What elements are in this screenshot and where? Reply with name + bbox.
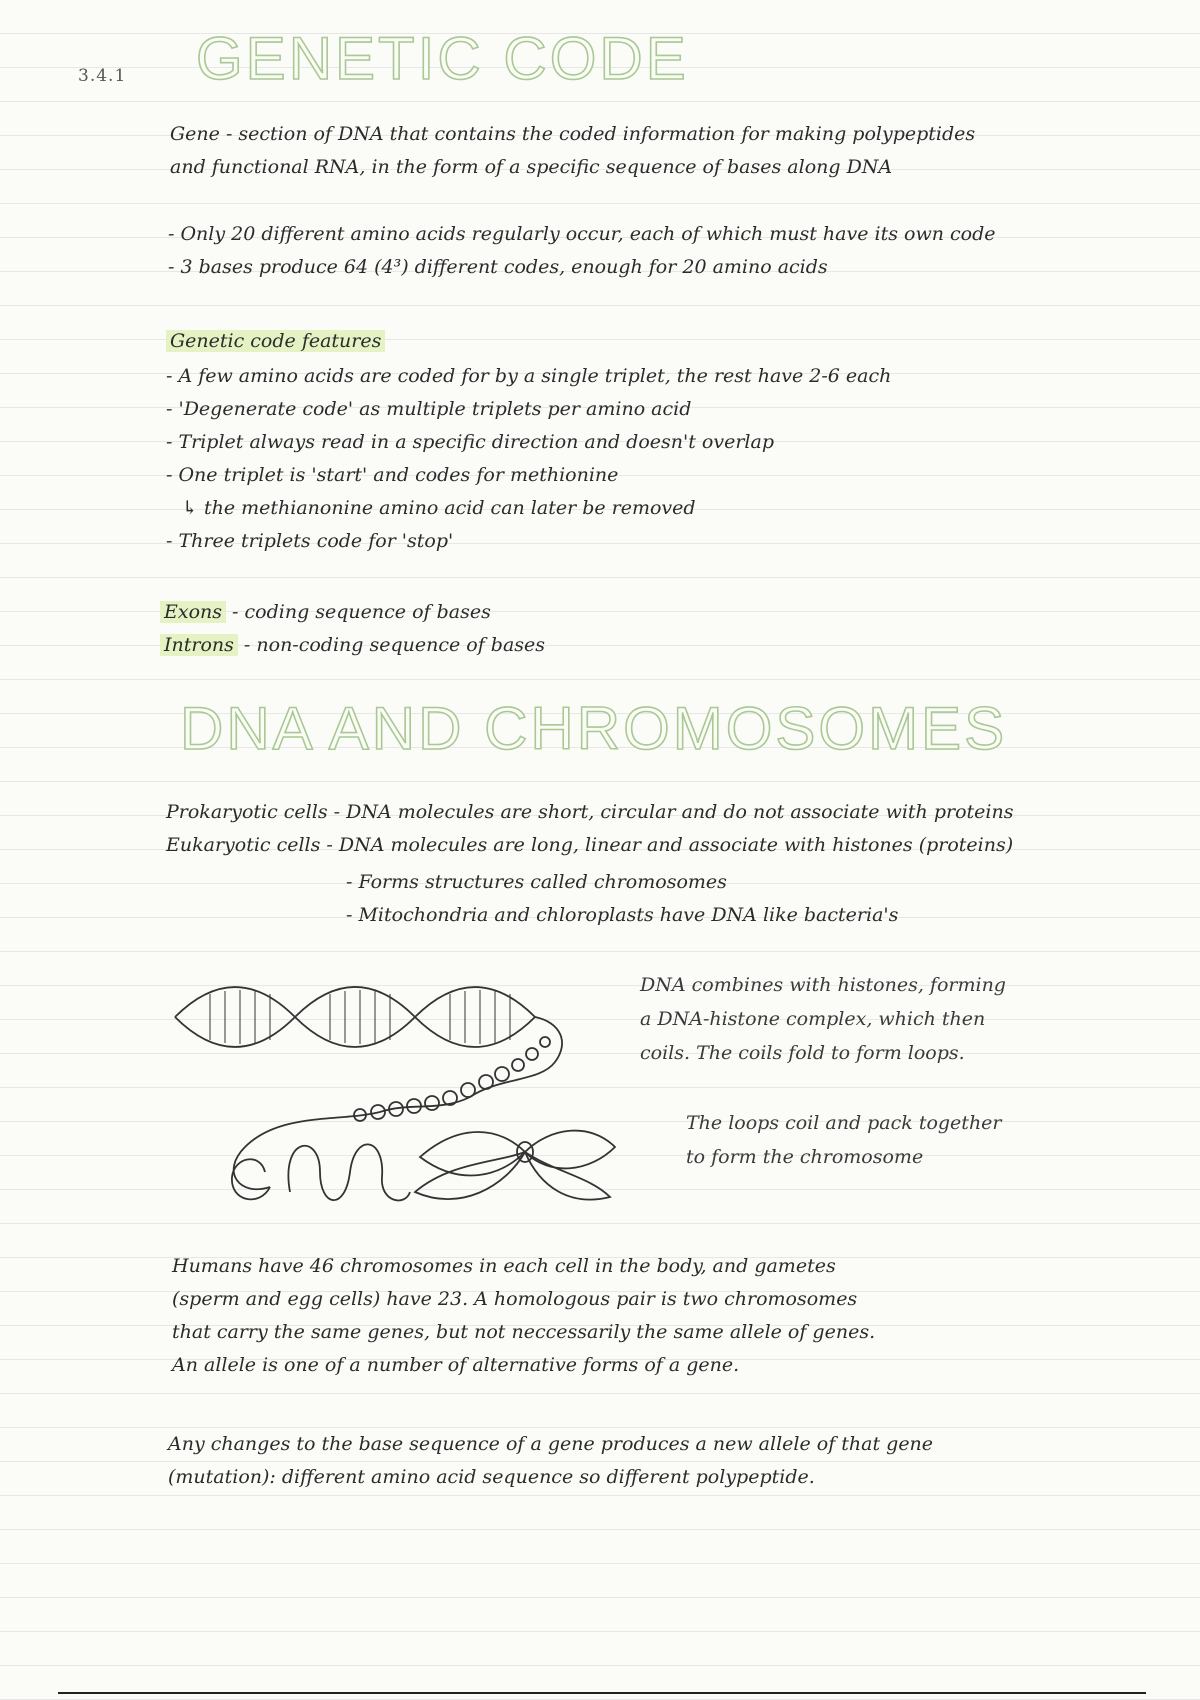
caption-line: DNA combines with histones, forming — [640, 974, 1006, 996]
list-item: - Forms structures called chromosomes — [346, 866, 898, 899]
gene-definition-line: and functional RNA, in the form of a specific sequence of bases along DNA — [170, 156, 893, 178]
exons-term: Exons — [160, 601, 226, 623]
list-item: - A few amino acids are coded for by a single triplet, the rest have 2-6 each — [166, 360, 891, 393]
list-item: - Triplet always read in a specific direction and doesn't overlap — [166, 426, 891, 459]
list-item: - 'Degenerate code' as multiple triplets per amino acid — [166, 393, 891, 426]
page-bottom-rule — [58, 1692, 1146, 1694]
dna-strand-a — [175, 987, 535, 1047]
chromosome-diagram — [170, 962, 650, 1222]
genetic-code-heading: GENETIC CODE — [196, 25, 689, 92]
paragraph-line: Any changes to the base sequence of a gene produces a new allele of that gene — [168, 1433, 934, 1455]
caption-line: to form the chromosome — [686, 1146, 924, 1168]
paragraph-line: Humans have 46 chromosomes in each cell in the body, and gametes — [172, 1255, 836, 1277]
features-heading — [166, 330, 385, 352]
gene-definition — [170, 118, 975, 184]
genetic-code-features — [166, 360, 891, 558]
introns-term: Introns — [160, 634, 238, 656]
base-pairs — [210, 990, 510, 1044]
humans-paragraph — [172, 1250, 875, 1382]
introns-definition: - non-coding sequence of bases — [237, 634, 546, 656]
genetic-code-facts — [168, 218, 995, 284]
paragraph-line: that carry the same genes, but not neccessarily the same allele of genes. — [172, 1321, 876, 1343]
list-item: - Only 20 different amino acids regularly occur, each of which must have its own code — [168, 218, 995, 251]
cell-types — [166, 796, 1013, 862]
section-number: 3.4.1 — [78, 66, 127, 86]
diagram-caption-coils — [640, 968, 1006, 1070]
prokaryotic-line: Prokaryotic cells - DNA molecules are short, circular and do not associate with proteins — [166, 801, 1014, 823]
list-item: - 3 bases produce 64 (4³) different codes, enough for 20 amino acids — [168, 251, 995, 284]
exons-definition: - coding sequence of bases — [226, 601, 491, 623]
list-item: - Three triplets code for 'stop' — [166, 525, 891, 558]
list-item: - One triplet is 'start' and codes for methionine — [166, 459, 891, 492]
chromosome — [415, 1131, 615, 1200]
caption-line: a DNA-histone complex, which then — [640, 1008, 986, 1030]
dna-chromosomes-heading: DNA AND CHROMOSOMES — [180, 695, 1008, 762]
looped-fiber — [232, 1144, 410, 1200]
list-subitem: ↳ the methianonine amino acid can later be removed — [166, 492, 891, 525]
caption-line: coils. The coils fold to form loops. — [640, 1042, 965, 1064]
diagram-caption-loops — [686, 1106, 1002, 1174]
dna-strand-b — [175, 987, 535, 1047]
gene-definition-line: Gene - section of DNA that contains the coded information for making polypeptides — [170, 123, 976, 145]
eukaryotic-points — [346, 866, 898, 932]
exons-introns — [160, 596, 545, 662]
caption-line: The loops coil and pack together — [686, 1112, 1002, 1134]
eukaryotic-line: Eukaryotic cells - DNA molecules are long, linear and associate with histones (proteins) — [166, 834, 1014, 856]
paragraph-line: (sperm and egg cells) have 23. A homologous pair is two chromosomes — [172, 1288, 858, 1310]
paragraph-line: (mutation): different amino acid sequence so different polypeptide. — [168, 1466, 815, 1488]
list-item: - Mitochondria and chloroplasts have DNA like bacteria's — [346, 899, 898, 932]
mutation-paragraph — [168, 1428, 933, 1494]
paragraph-line: An allele is one of a number of alternative forms of a gene. — [172, 1354, 740, 1376]
features-heading-text: Genetic code features — [166, 330, 385, 352]
